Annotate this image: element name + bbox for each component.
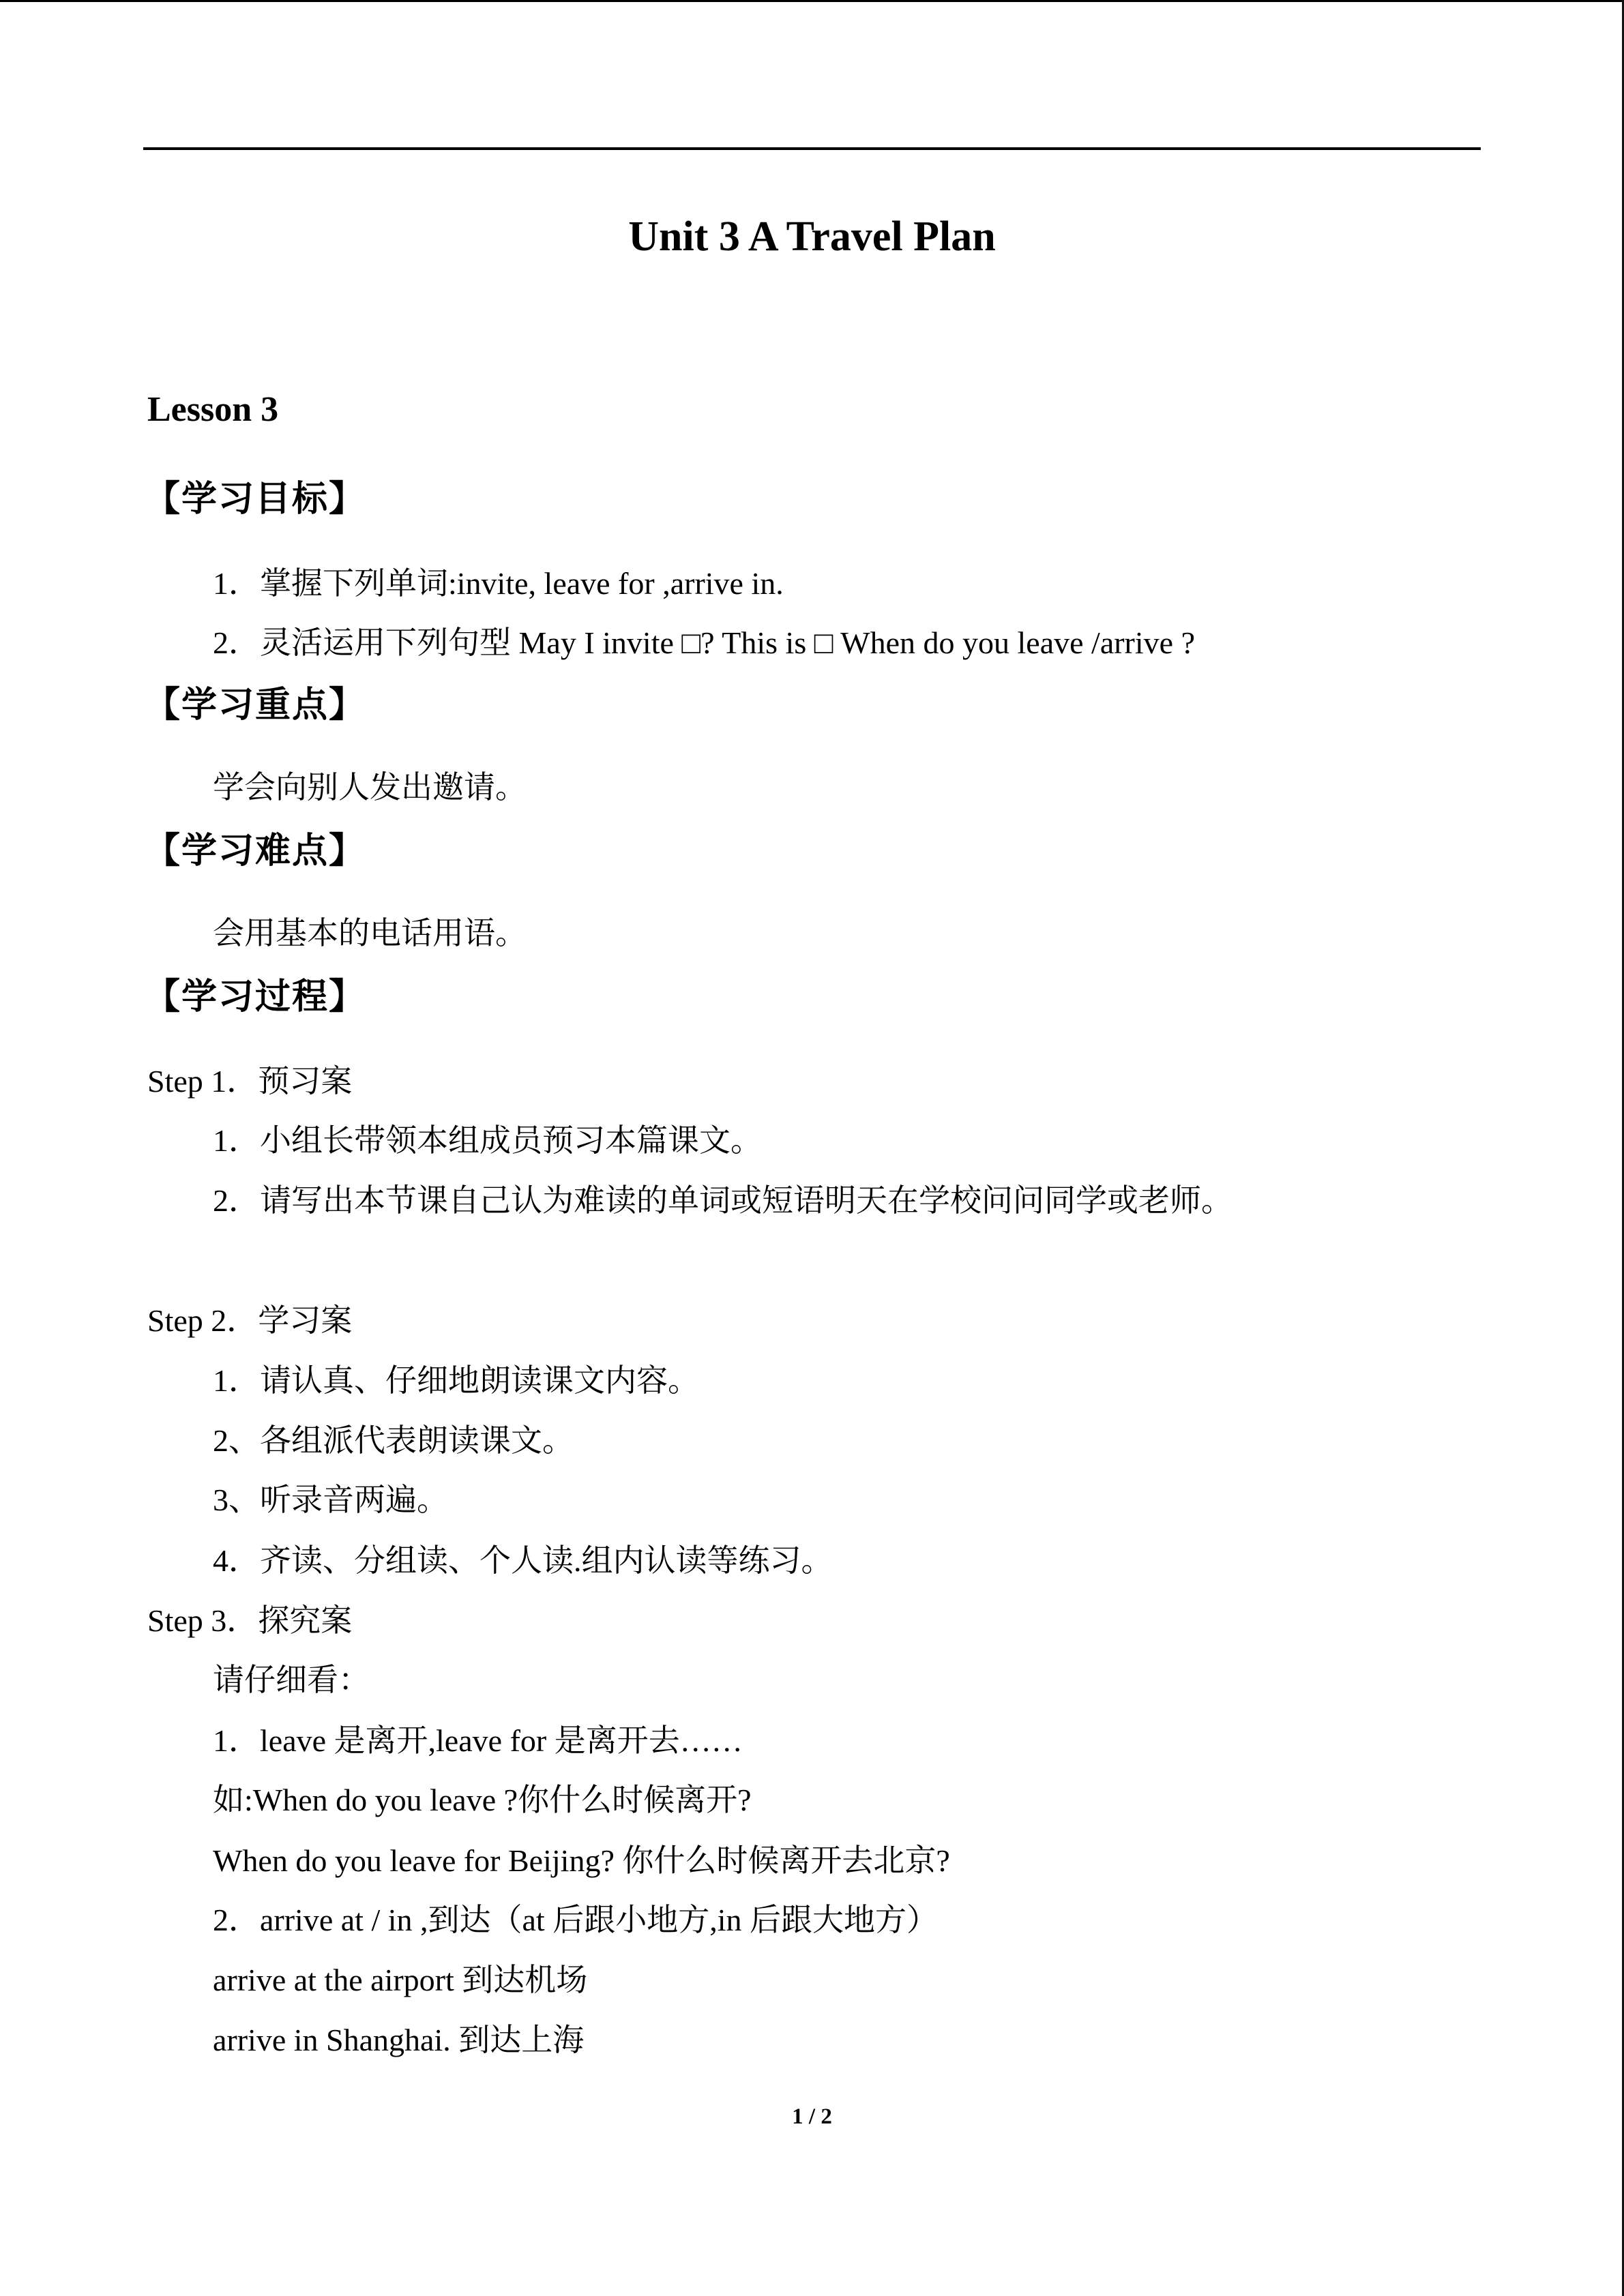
step-item: 2．arrive at / in ,到达（at 后跟小地方,in 后跟大地方） xyxy=(213,1903,938,1937)
step-item: 3、听录音两遍。 xyxy=(213,1482,448,1517)
step-item: arrive at the airport 到达机场 xyxy=(213,1963,588,1997)
step-label: Step 2．学习案 xyxy=(147,1303,353,1338)
lesson-heading: Lesson 3 xyxy=(147,390,279,429)
step-item: 1．请认真、仔细地朗读课文内容。 xyxy=(213,1363,699,1398)
page-top-border xyxy=(0,0,1624,2)
objective-item: 2．灵活运用下列句型 May I invite □? This is □ When do you leave /arrive ? xyxy=(213,625,1195,660)
step-item: 请仔细看： xyxy=(213,1663,370,1697)
section-heading-objectives: 【学习目标】 xyxy=(145,479,366,520)
header-rule xyxy=(143,147,1481,150)
section-heading-process: 【学习过程】 xyxy=(145,976,366,1017)
difficulties-text: 会用基本的电话用语。 xyxy=(213,916,527,951)
key-points-text: 学会向别人发出邀请。 xyxy=(213,770,527,805)
section-heading-key-points: 【学习重点】 xyxy=(145,685,366,726)
step-item: 2、各组派代表朗读课文。 xyxy=(213,1423,574,1458)
step-label: Step 1．预习案 xyxy=(147,1064,353,1099)
page-indicator: 1 / 2 xyxy=(792,2104,832,2129)
step-item: When do you leave for Beijing? 你什么时候离开去北京? xyxy=(213,1843,950,1878)
step-label: Step 3．探究案 xyxy=(147,1603,353,1638)
step-item: 1．leave 是离开,leave for 是离开去…… xyxy=(213,1723,743,1758)
step-item: 2．请写出本节课自己认为难读的单词或短语明天在学校问问同学或老师。 xyxy=(213,1183,1232,1218)
step-item: 1．小组长带领本组成员预习本篇课文。 xyxy=(213,1123,762,1158)
step-item: 如:When do you leave ?你什么时候离开? xyxy=(213,1783,752,1817)
objective-item: 1．掌握下列单词:invite, leave for ,arrive in. xyxy=(213,566,784,601)
step-item: arrive in Shanghai. 到达上海 xyxy=(213,2023,585,2057)
step-item: 4．齐读、分组读、个人读.组内认读等练习。 xyxy=(213,1543,833,1578)
section-heading-difficulties: 【学习难点】 xyxy=(145,831,366,871)
document-title: Unit 3 A Travel Plan xyxy=(628,213,996,260)
